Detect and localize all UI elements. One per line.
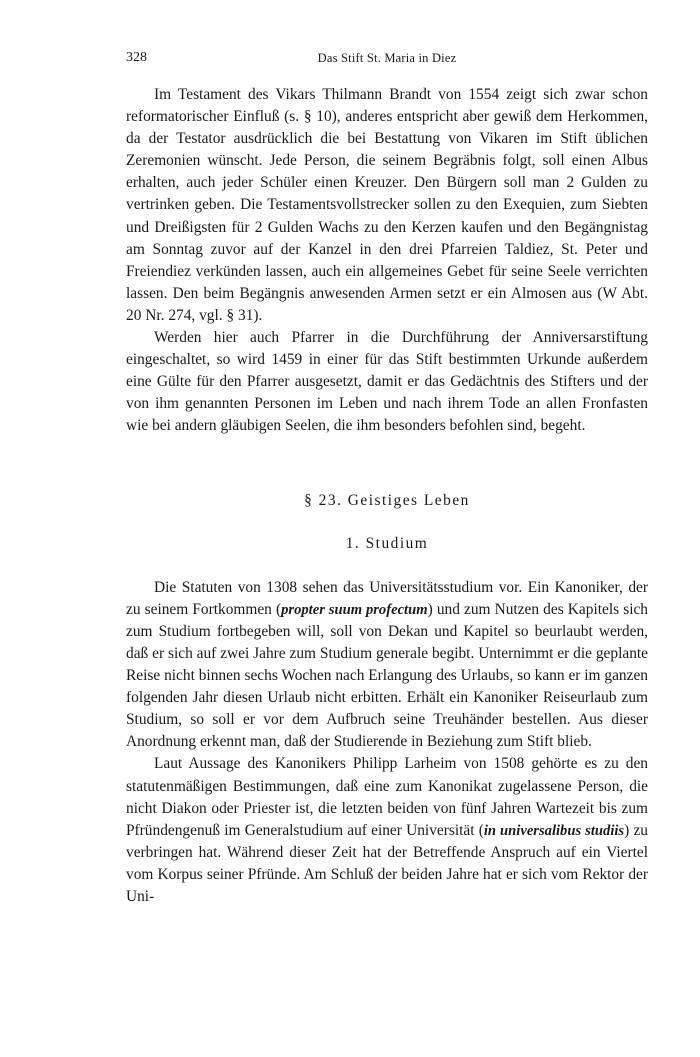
section-heading: § 23. Geistiges Leben [304, 491, 470, 509]
latin-phrase-studiis: in universalibus studiis [483, 822, 625, 839]
paragraph-statutes [126, 577, 648, 754]
running-head [126, 50, 648, 70]
paragraph-larheim [126, 753, 648, 908]
body-text [126, 84, 648, 908]
subsection-heading: 1. Studium [345, 534, 429, 552]
paragraph-larheim-text-a: Laut Aussage des Kanonikers Philipp Larheim von 1508 gehörte es zu den statutenmäßigen Bestimmungen, daß eine zum Kanonikat zugelassene Person, die nicht Diakon oder Priester ist, die letzten beiden von fünf Jahren Wartezeit bis zum Pfründengenuß im Generalstudium auf einer Universität ( [126, 755, 648, 839]
running-title: Das Stift St. Maria in Diez [317, 51, 457, 65]
latin-phrase-profectum: propter suum profectum [281, 601, 428, 618]
paragraph-statutes-text-a: Die Statuten von 1308 sehen das Universitätsstudium vor. Ein Kanoniker, der zu seinem Fortkommen ( [126, 578, 648, 618]
page-number: 328 [126, 50, 147, 65]
paragraph-testament: Im Testament des Vikars Thilmann Brandt von 1554 zeigt sich zwar schon reformatorischer Einfluß (s. § 10), anderes entspricht aber gewiß dem Herkommen, da der Testator ausdrücklich die bei Bestattung von Vikaren im Stift üblichen Zeremonien wünscht. Jede Person, die seinem Begräbnis folgt, soll einen Albus erhalten, auch jeder Schüler einen Kreuzer. Den Bürgern soll man 2 Gulden zu vertrinken geben. Die Testamentsvollstrecker sollen zu den Exequien, zum Siebten und Dreißigsten für 2 Gulden Wachs zu den Kerzen kaufen und den Begängnistag am Sonntag zuvor auf der Kanzel in den drei Pfarreien Taldiez, St. Peter und Freiendiez verkünden lassen, auch ein allgemeines Gebet für seine Seele verrichten lassen. Den beim Begängnis anwesenden Armen setzt er ein Almosen aus (W Abt. 20 Nr. 274, vgl. § 31). [126, 86, 648, 324]
paragraph-statutes-text-b: ) und zum Nutzen des Kapitels sich zum Studium fortbegeben will, soll von Dekan und Kapitel so beurlaubt werden, daß er sich auf zwei Jahre zum Studium generale begibt. Unternimmt er die geplante Reise nicht binnen sechs Wochen nach Erlangung des Urlaubs, so kann er im ganzen folgenden Jahr diesen Urlaub nicht erbitten. Erhält ein Kanoniker Reiseurlaub zum Studium, so soll er vor dem Aufbruch seine Treuhänder bestellen. Aus dieser Anordnung erkennt man, daß der Studierende in Beziehung zum Stift blieb. [126, 600, 648, 751]
paragraph-anniversary: Werden hier auch Pfarrer in die Durchführung der Anniversarstiftung eingeschaltet, so wird 1459 in einer für das Stift bestimmten Urkunde außerdem eine Gülte für den Pfarrer ausgesetzt, damit er das Gedächtnis des Stifters und der von ihm genannten Personen im Leben und nach ihrem Tode an allen Fronfasten wie bei andern gläubigen Seelen, die ihm besonders befohlen sind, begeht. [126, 329, 648, 435]
paragraph-larheim-text-b: ) zu verbringen hat. Während dieser Zeit hat der Betreffende Anspruch auf ein Viertel vom Korpus seiner Pfründe. Am Schluß der beiden Jahre hat er sich vom Rektor der Uni- [126, 821, 649, 905]
